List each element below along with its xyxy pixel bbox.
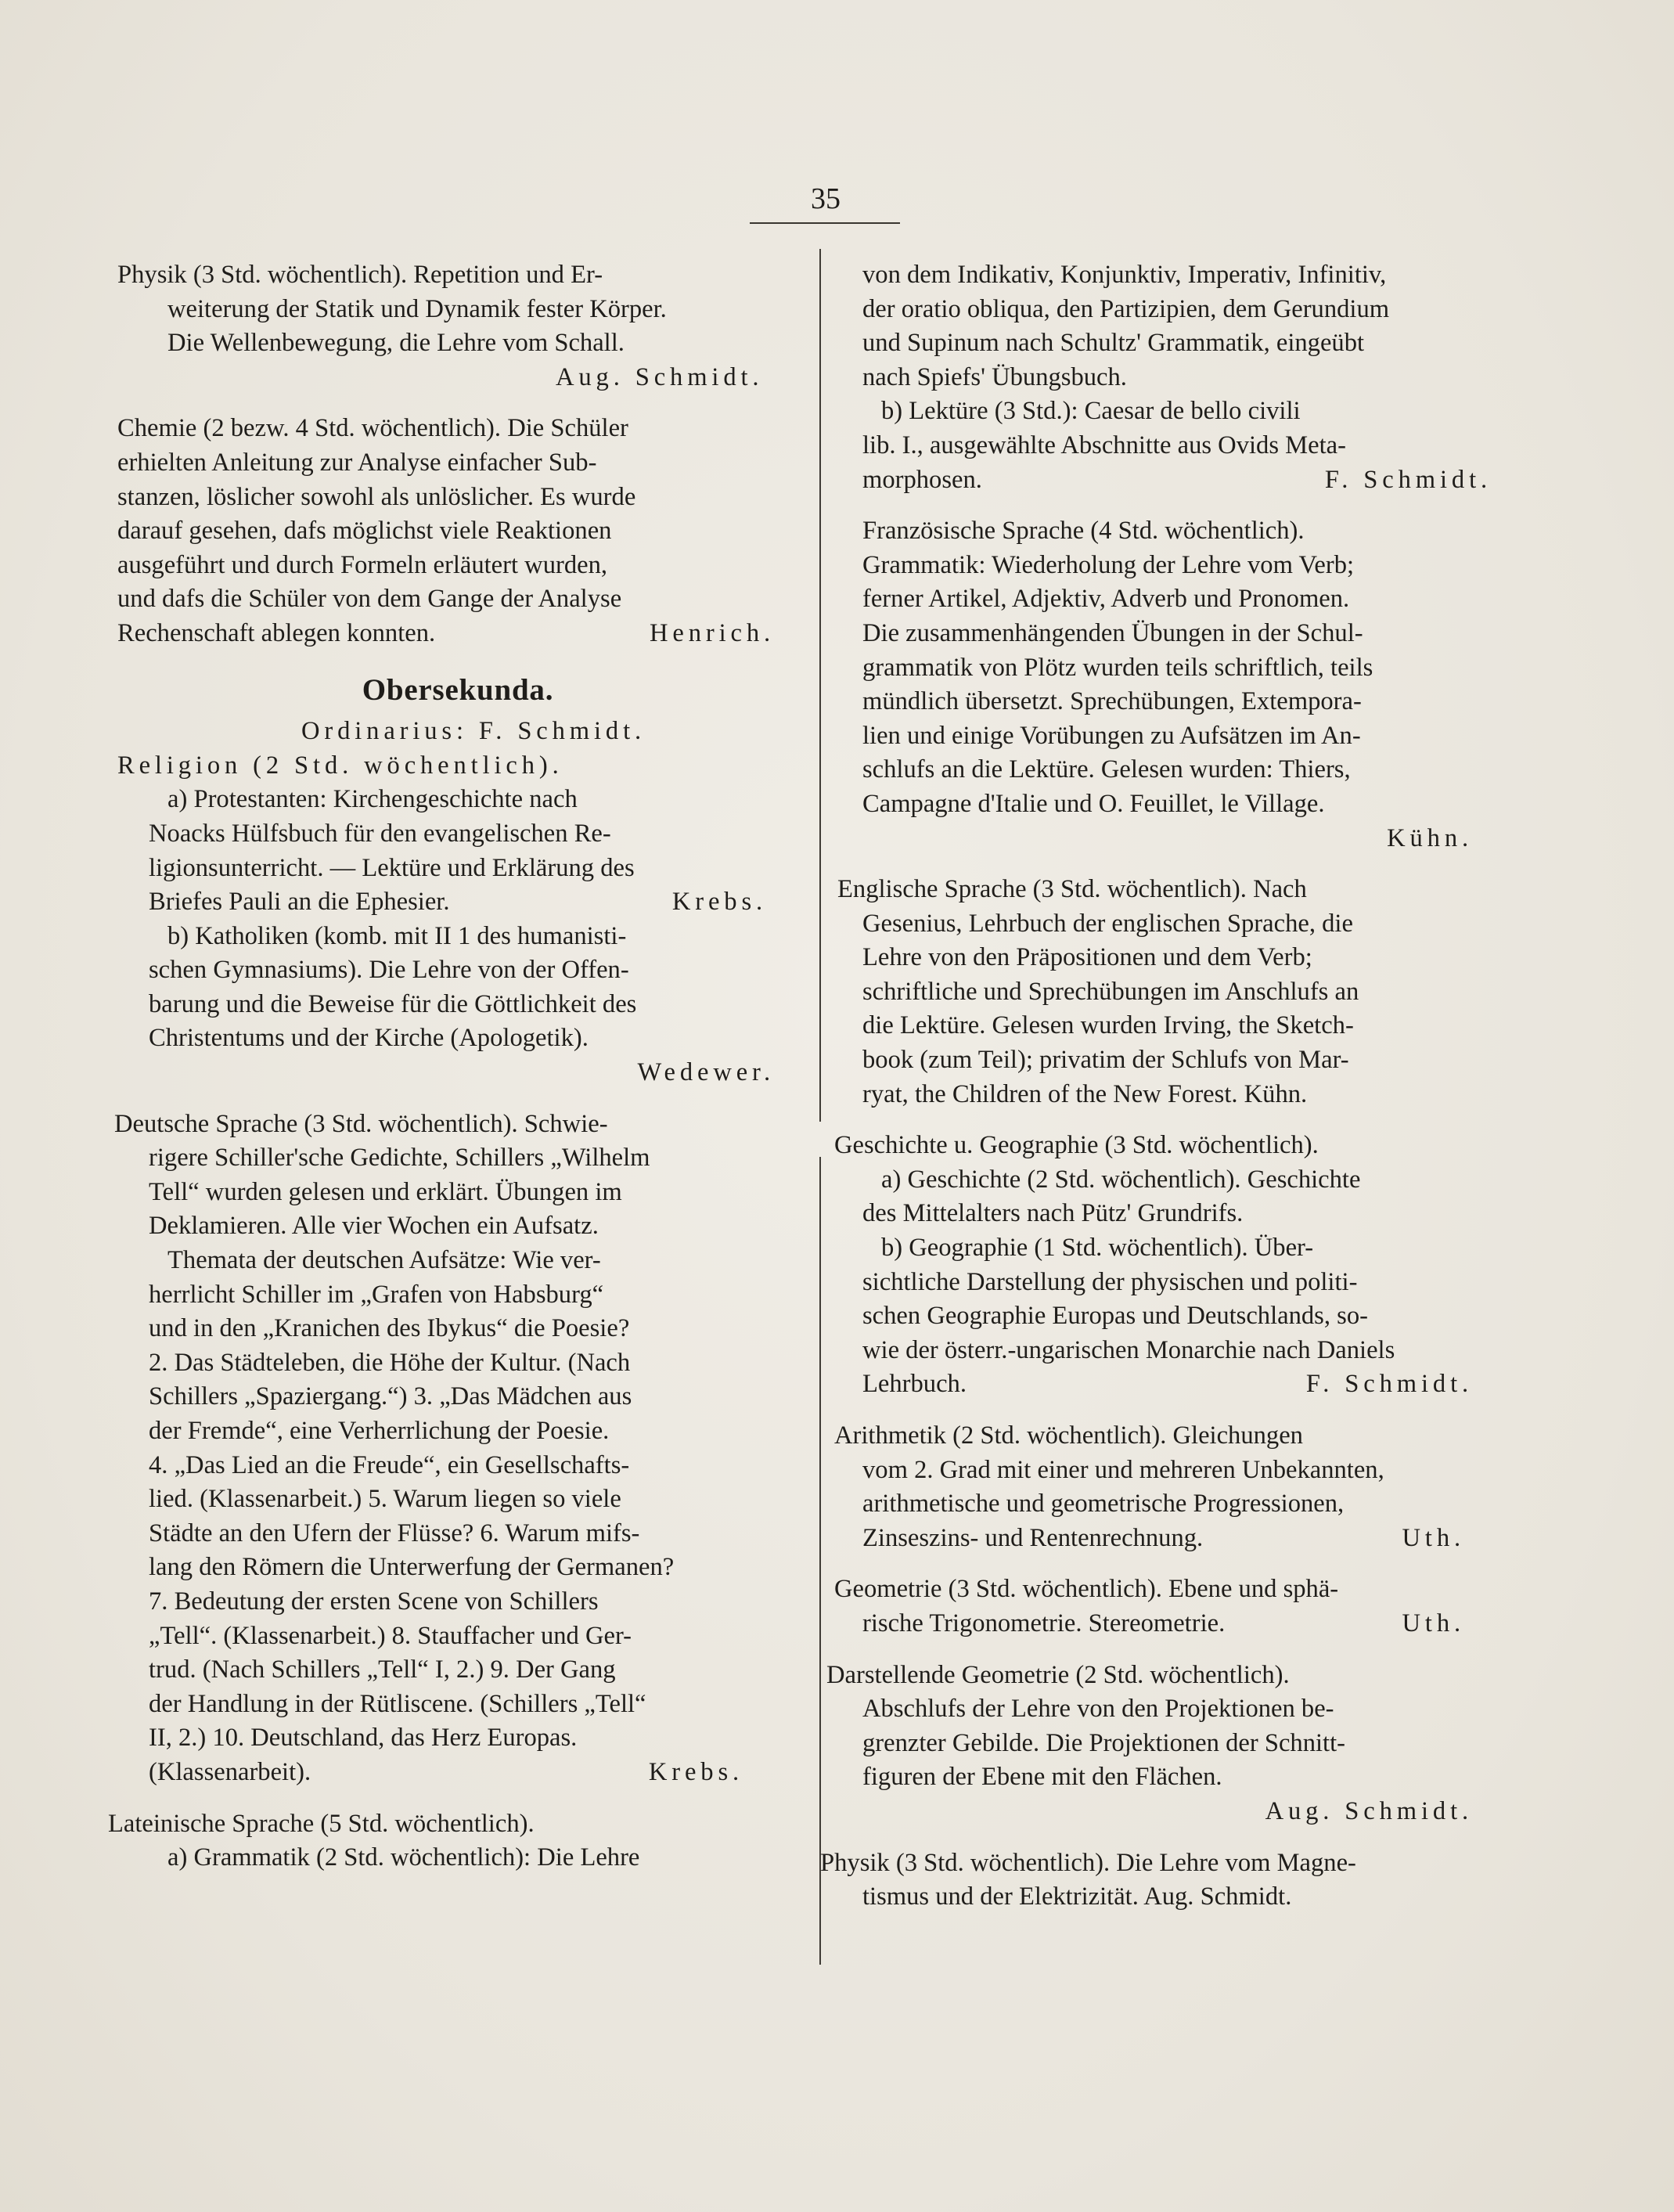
text-line: ausgeführt und durch Formeln erläutert wurden, [117,550,608,579]
text-line: ligionsunterricht. — Lektüre und Erklärung des [149,853,635,882]
text-line: Christentums und der Kirche (Apologetik). [149,1024,589,1053]
deutsch-paragraph [114,1108,798,1244]
text-line: darauf gesehen, dafs möglichst viele Reaktionen [117,517,612,546]
teacher-name: Aug. Schmidt. [556,362,764,391]
text-line: II, 2.) 10. Deutschland, das Herz Europas. [149,1724,578,1753]
text-fragment: Lehrbuch. [862,1370,967,1399]
teacher-name: Aug. Schmidt. [1265,1796,1473,1825]
text-line [831,1607,1520,1641]
text-line: 2. Das Städteleben, die Höhe der Kultur. (Nach [149,1348,631,1377]
text-line: grammatik von Plötz wurden teils schriftlich, teils [862,653,1373,682]
teacher-name: Henrich. [649,618,775,647]
text-line: von dem Indikativ, Konjunktiv, Imperativ, Infinitiv, [862,261,1387,289]
text-line: und dafs die Schüler von dem Gange der Analyse [117,585,622,614]
text-line: lib. I., ausgewählte Abschnitte aus Ovids Meta- [862,431,1346,459]
text-line: Schillers „Spaziergang.“) 3. „Das Mädchen aus [149,1382,632,1411]
franzoesisch-paragraph [831,514,1520,856]
text-line: 7. Bedeutung der ersten Scene von Schillers [149,1587,599,1616]
text-line: arithmetische und geometrische Progressionen, [862,1490,1345,1518]
text-line: Geschichte u. Geographie (3 Std. wöchentlich). [834,1131,1319,1160]
chemie-paragraph [117,412,798,650]
text-line: lien und einige Vorübungen zu Aufsätzen im An- [862,721,1361,750]
text-line [831,463,1520,498]
text-line: Die zusammenhängenden Übungen in der Schul- [862,618,1363,647]
text-line: schriftliche und Sprechübungen im Anschlufs an [862,977,1359,1006]
text-line [831,1522,1520,1556]
text-line: Städte an den Ufern der Flüsse? 6. Warum mifs- [149,1518,640,1547]
text-line: grenzter Gebilde. Die Projektionen der Schnitt- [862,1728,1345,1757]
text-line: a) Geschichte (2 Std. wöchentlich). Geschichte [881,1165,1361,1194]
physik-paragraph [820,1846,1520,1915]
text-line: Physik (3 Std. wöchentlich). Repetition und Er- [117,261,603,289]
text-line: Darstellende Geometrie (2 Std. wöchentlich). [826,1660,1290,1689]
text-line: lang den Römern die Unterwerfung der Germanen? [149,1553,675,1582]
text-line: Deutsche Sprache (3 Std. wöchentlich). Schwie- [114,1109,608,1138]
text-line: herrlicht Schiller im „Grafen von Habsburg“ [149,1280,604,1309]
text-line: a) Protestanten: Kirchengeschichte nach [167,785,578,814]
text-line: nach Spiefs' Übungsbuch. [862,362,1127,391]
darstellende-geometrie-paragraph [826,1659,1520,1829]
text-line: lied. (Klassenarbeit.) 5. Warum liegen so viele [149,1485,621,1514]
text-line: Französische Sprache (4 Std. wöchentlich). [862,517,1305,546]
text-line: Deklamieren. Alle vier Wochen ein Aufsatz. [149,1212,599,1241]
text-line: tismus und der Elektrizität. Aug. Schmidt. [862,1882,1292,1911]
text-line: Geometrie (3 Std. wöchentlich). Ebene und sphä- [834,1575,1339,1604]
text-line: b) Katholiken (komb. mit II 1 des humanisti- [167,921,627,950]
teacher-name: Wedewer. [637,1058,775,1087]
text-fragment: (Klassenarbeit). [149,1757,311,1786]
text-line: mündlich übersetzt. Sprechübungen, Extempora- [862,687,1362,716]
text-line [117,885,798,920]
text-line [117,1756,798,1790]
text-line: book (zum Teil); privatim der Schlufs von Mar- [862,1046,1349,1075]
text-line: und Supinum nach Schultz' Grammatik, eingeübt [862,329,1365,358]
text-line [831,1367,1520,1402]
text-line: Campagne d'Italie und O. Feuillet, le Village. [862,789,1325,818]
text-line: der Fremde“, eine Verherrlichung der Poesie. [149,1417,610,1445]
text-fragment: Briefes Pauli an die Ephesier. [149,888,450,917]
text-line: b) Geographie (1 Std. wöchentlich). Über- [881,1234,1314,1263]
religion-paragraph [117,749,798,1090]
geschichte-paragraph [831,1129,1520,1402]
text-line: „Tell“. (Klassenarbeit.) 8. Stauffacher und Ger- [149,1621,632,1650]
text-line: Arithmetik (2 Std. wöchentlich). Gleichungen [834,1421,1303,1450]
text-line: der oratio obliqua, den Partizipien, dem Gerundium [862,294,1390,323]
text-line: Lateinische Sprache (5 Std. wöchentlich). [108,1809,535,1838]
text-line: rigere Schiller'sche Gedichte, Schillers „Wilhelm [149,1144,650,1173]
text-line: Abschlufs der Lehre von den Projektionen be- [862,1695,1334,1724]
text-line: weiterung der Statik und Dynamik fester Körper. [167,294,667,323]
englisch-paragraph [831,873,1520,1111]
teacher-name: Kühn. [1387,823,1473,852]
teacher-name: Uth. [1402,1609,1465,1637]
text-line: Lehre von den Präpositionen und dem Verb; [862,943,1312,972]
latein-paragraph [108,1807,798,1875]
text-line: Grammatik: Wiederholung der Lehre vom Verb; [862,550,1355,579]
column-divider-lower [819,1157,821,1965]
text-fragment: morphosen. [862,465,982,494]
header-rule [750,222,900,224]
text-line: 4. „Das Lied an die Freude“, ein Gesellschafts- [149,1450,630,1479]
left-column [108,258,798,1875]
text-line: Gesenius, Lehrbuch der englischen Sprache, die [862,909,1353,938]
text-line: sichtliche Darstellung der physischen und politi- [862,1267,1358,1296]
text-line: Physik (3 Std. wöchentlich). Die Lehre vom Magne- [820,1848,1356,1877]
text-fragment: rische Trigonometrie. Stereometrie. [862,1609,1226,1637]
text-line: der Handlung in der Rütliscene. (Schillers „Tell“ [149,1689,646,1718]
text-line: die Lektüre. Gelesen wurden Irving, the Sketch- [862,1011,1354,1040]
text-line: trud. (Nach Schillers „Tell“ I, 2.) 9. Der Gang [149,1655,616,1684]
text-fragment: Zinseszins- und Rentenrechnung. [862,1523,1204,1552]
right-column [820,258,1520,1915]
text-line: Englische Sprache (3 Std. wöchentlich). Nach [837,875,1307,904]
page-number: 35 [811,182,841,215]
text-line: vom 2. Grad mit einer und mehreren Unbekannten, [862,1455,1384,1484]
text-line: schen Gymnasiums). Die Lehre von der Offen- [149,956,629,985]
text-line [117,617,798,651]
text-line: barung und die Beweise für die Göttlichkeit des [149,989,637,1018]
column-divider-upper [819,249,821,1122]
teacher-name: Uth. [1402,1523,1465,1552]
text-line: Chemie (2 bezw. 4 Std. wöchentlich). Die Schüler [117,414,628,443]
text-line: wie der österr.-ungarischen Monarchie nach Daniels [862,1335,1395,1364]
arithmetik-paragraph [831,1419,1520,1555]
themata-paragraph [117,1244,798,1790]
text-line: erhielten Anleitung zur Analyse einfacher Sub- [117,448,597,477]
physik-obertertia-paragraph [117,258,798,394]
text-line: stanzen, löslicher sowohl als unlöslicher. Es wurde [117,482,636,511]
ordinarius-line: Ordinarius: F. Schmidt. [301,717,646,746]
teacher-name: Krebs. [671,888,767,917]
text-line: Die Wellenbewegung, die Lehre vom Schall. [167,329,625,358]
text-line: schen Geographie Europas und Deutschlands, so- [862,1302,1368,1331]
text-line: und in den „Kranichen des Ibykus“ die Poesie? [149,1314,630,1343]
text-line: Noacks Hülfsbuch für den evangelischen Re- [149,819,611,848]
section-heading: Obersekunda. [362,672,554,707]
text-fragment: Rechenschaft ablegen konnten. [117,618,436,647]
text-line: des Mittelalters nach Pütz' Grundrifs. [862,1199,1244,1228]
teacher-name: Krebs. [648,1757,743,1786]
text-line: a) Grammatik (2 Std. wöchentlich): Die Lehre [167,1843,640,1872]
text-line: ferner Artikel, Adjektiv, Adverb und Pronomen. [862,585,1350,614]
latein-continued-paragraph [831,258,1520,497]
text-line: schlufs an die Lektüre. Gelesen wurden: Thiers, [862,755,1351,784]
teacher-name: F. Schmidt. [1305,1370,1473,1399]
teacher-name: F. Schmidt. [1324,465,1492,494]
text-line: Tell“ wurden gelesen und erklärt. Übungen im [149,1177,622,1206]
text-line: ryat, the Children of the New Forest. Kühn. [862,1079,1308,1108]
geometrie-paragraph [831,1573,1520,1641]
text-line: Themata der deutschen Aufsätze: Wie ver- [167,1246,601,1275]
text-line: b) Lektüre (3 Std.): Caesar de bello civili [881,397,1301,426]
subject-title: Religion (2 Std. wöchentlich). [117,751,563,780]
text-line: figuren der Ebene mit den Flächen. [862,1763,1222,1792]
